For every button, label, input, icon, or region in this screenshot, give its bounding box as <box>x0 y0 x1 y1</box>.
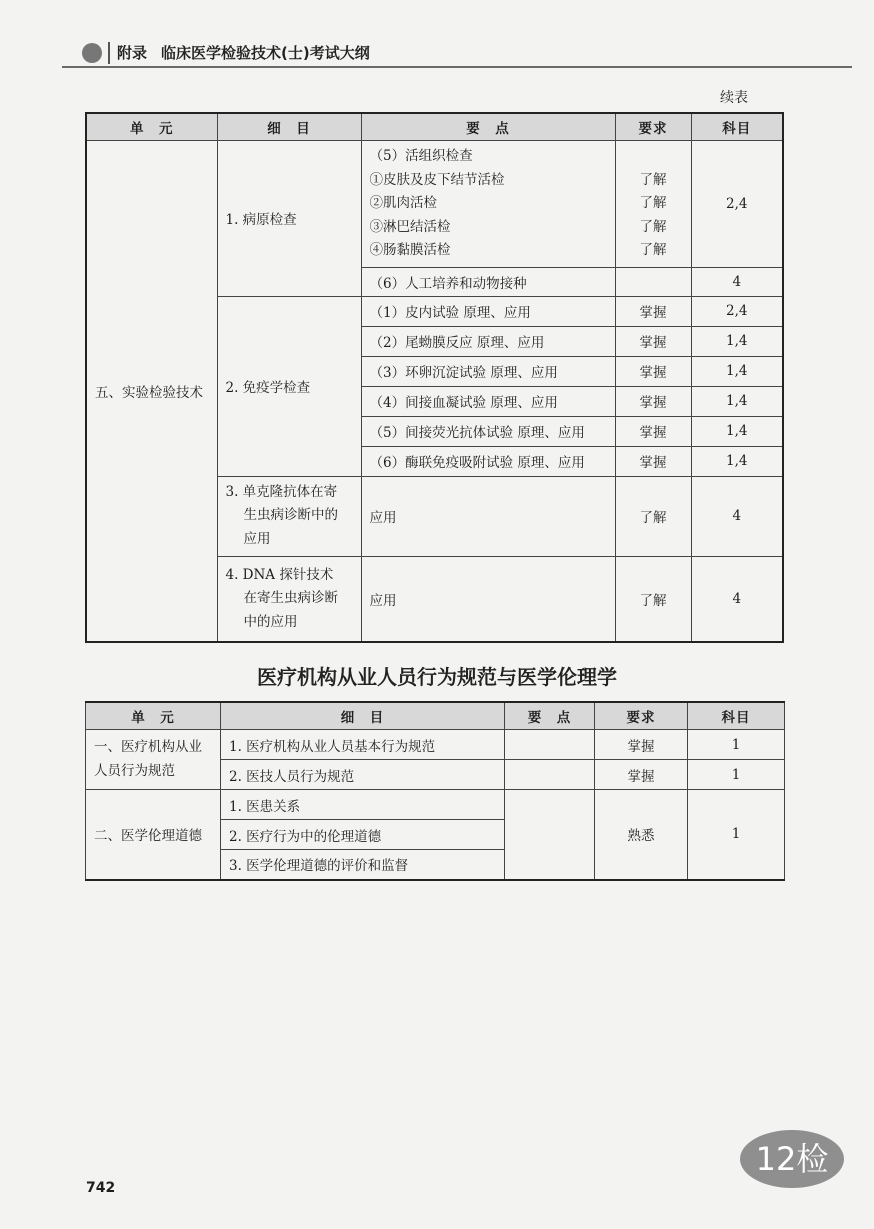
item-line: 生虫病诊断中的 <box>243 507 338 524</box>
req-cell: 掌握 <box>615 296 691 326</box>
section-title: 医疗机构从业人员行为规范与医学伦理学 <box>257 665 617 689</box>
req-cell: 掌握 <box>615 386 691 416</box>
header-req: 要求 <box>615 113 691 141</box>
req-cell: 掌握 <box>615 326 691 356</box>
req-cell <box>615 267 691 296</box>
ethics-syllabus-table <box>85 701 785 881</box>
running-header <box>62 40 852 66</box>
corner-badge: 12检 <box>740 1130 844 1188</box>
header-req: 要求 <box>595 702 688 730</box>
item-cell <box>217 476 361 556</box>
subject-cell: 4 <box>691 267 783 296</box>
header-point: 要 点 <box>505 702 595 730</box>
point-cell: 应用 <box>361 556 615 642</box>
item-line: 在寄生虫病诊断 <box>243 590 338 606</box>
item-cell: 2. 医疗行为中的伦理道德 <box>221 820 505 850</box>
subject-cell: 1,4 <box>691 416 783 446</box>
unit-line: 一、医疗机构从业 <box>94 739 202 755</box>
page-number: 742 <box>86 1180 116 1196</box>
req-line: 了解 <box>639 195 667 212</box>
req-cell <box>615 141 691 268</box>
item-cell <box>217 556 361 642</box>
syllabus-table-continued <box>85 112 784 643</box>
header-unit: 单 元 <box>86 702 221 730</box>
item-line: 中的应用 <box>243 613 298 630</box>
subject-cell: 1,4 <box>691 386 783 416</box>
point-cell: （5）间接荧光抗体试验 原理、应用 <box>361 416 615 446</box>
req-cell: 熟悉 <box>595 790 688 880</box>
unit-cell: 五、实验检验技术 <box>86 141 217 643</box>
point-line: ③淋巴结活检 <box>369 218 451 235</box>
point-cell <box>505 760 595 790</box>
point-cell: （6）人工培养和动物接种 <box>361 267 615 296</box>
point-cell: （2）尾蚴膜反应 原理、应用 <box>361 326 615 356</box>
header-book-title: 临床医学检验技术(士)考试大纲 <box>161 44 370 62</box>
header-point: 要 点 <box>361 113 615 141</box>
subject-cell: 1,4 <box>691 356 783 386</box>
header-item: 细 目 <box>217 113 361 141</box>
unit-line: 人员行为规范 <box>94 762 175 779</box>
subject-cell: 4 <box>691 476 783 556</box>
continued-label: 续表 <box>720 90 748 106</box>
point-cell <box>505 790 595 880</box>
table-header-row <box>86 702 785 730</box>
header-subject: 科目 <box>691 113 783 141</box>
point-line: ①皮肤及皮下结节活检 <box>369 171 505 188</box>
subject-cell: 2,4 <box>691 296 783 326</box>
subject-cell: 1 <box>688 790 785 880</box>
item-cell: 1. 医疗机构从业人员基本行为规范 <box>221 730 505 760</box>
item-cell: 1. 病原检查 <box>217 141 361 297</box>
header-rule <box>62 66 852 68</box>
req-cell: 掌握 <box>615 446 691 476</box>
point-cell <box>505 730 595 760</box>
subject-cell: 4 <box>691 556 783 642</box>
req-line: 了解 <box>639 242 667 259</box>
point-cell: （6）酶联免疫吸附试验 原理、应用 <box>361 446 615 476</box>
req-line: 了解 <box>639 218 667 235</box>
point-line: ④肠黏膜活检 <box>369 242 451 258</box>
point-line: （5）活组织检查 <box>369 148 473 164</box>
req-cell: 了解 <box>615 476 691 556</box>
point-cell: （4）间接血凝试验 原理、应用 <box>361 386 615 416</box>
point-line: ②肌肉活检 <box>369 195 437 211</box>
item-line: 应用 <box>243 530 271 547</box>
req-cell: 掌握 <box>615 416 691 446</box>
item-cell: 1. 医患关系 <box>221 790 505 820</box>
table-row <box>86 790 785 820</box>
table-row <box>86 141 783 268</box>
header-item: 细 目 <box>221 702 505 730</box>
subject-cell: 1 <box>688 730 785 760</box>
item-cell: 3. 医学伦理道德的评价和监督 <box>221 850 505 880</box>
header-unit: 单 元 <box>86 113 217 141</box>
header-title <box>117 42 370 63</box>
req-line: 了解 <box>639 171 667 188</box>
point-cell <box>361 141 615 268</box>
item-cell: 2. 医技人员行为规范 <box>221 760 505 790</box>
req-cell: 掌握 <box>595 730 688 760</box>
req-cell: 掌握 <box>615 356 691 386</box>
header-divider <box>108 42 110 64</box>
book-logo-icon <box>82 43 102 63</box>
item-cell: 2. 免疫学检查 <box>217 296 361 476</box>
point-cell: （1）皮内试验 原理、应用 <box>361 296 615 326</box>
point-cell: （3）环卵沉淀试验 原理、应用 <box>361 356 615 386</box>
table-row <box>86 730 785 760</box>
unit-cell: 二、医学伦理道德 <box>86 790 221 880</box>
req-cell: 了解 <box>615 556 691 642</box>
subject-cell: 1,4 <box>691 446 783 476</box>
header-subject: 科目 <box>688 702 785 730</box>
item-line: 3. 单克隆抗体在寄 <box>225 483 338 500</box>
point-cell: 应用 <box>361 476 615 556</box>
item-line: 4. DNA 探针技术 <box>225 566 334 583</box>
unit-cell <box>86 730 221 790</box>
subject-cell: 2,4 <box>691 141 783 268</box>
subject-cell: 1,4 <box>691 326 783 356</box>
req-cell: 掌握 <box>595 760 688 790</box>
table-header-row <box>86 113 783 141</box>
header-part: 附录 <box>117 44 148 62</box>
subject-cell: 1 <box>688 760 785 790</box>
